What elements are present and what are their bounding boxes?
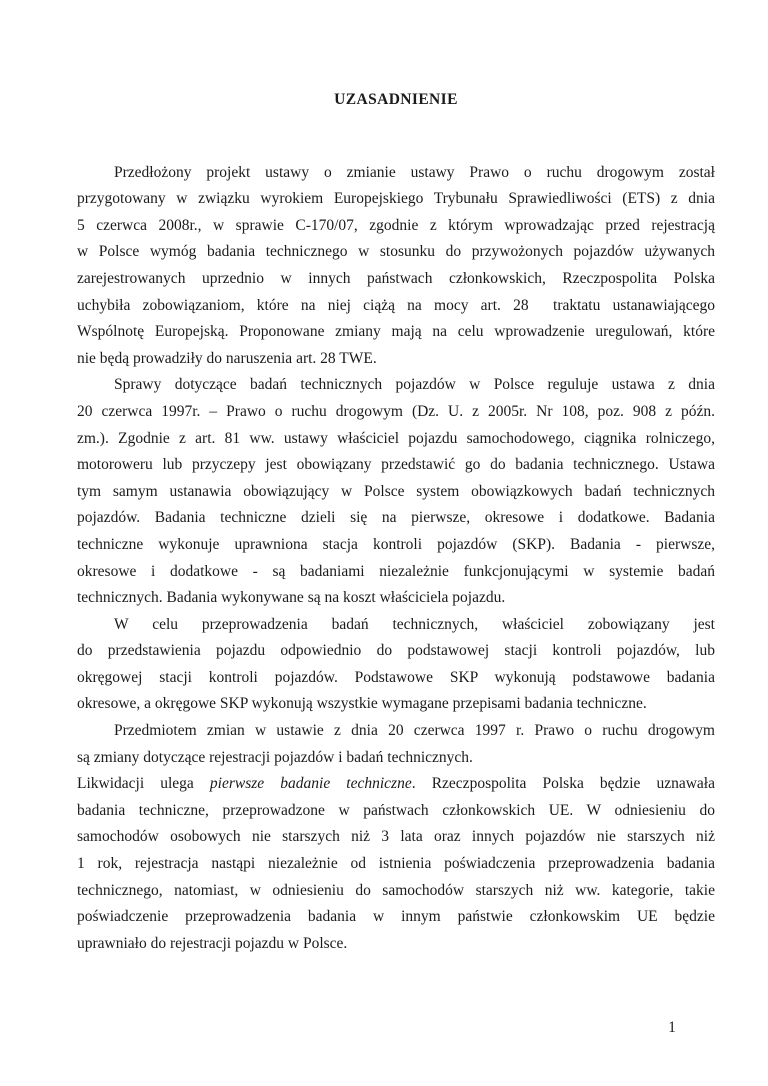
text-line: okresowe i dodatkowe - są badaniami niezależnie funkcjonującymi w systemie badań [77, 562, 715, 580]
text-line: techniczne wykonuje uprawniona stacja kontroli pojazdów (SKP). Badania - pierwsze, [77, 535, 715, 553]
text-line: uchybiła zobowiązaniom, które na niej ciążą na mocy art. 28 traktatu ustanawiającego [77, 296, 715, 314]
page-number: 1 [668, 1019, 676, 1036]
text-line: tym samym ustanawia obowiązujący w Polsce system obowiązkowych badań technicznych [77, 482, 715, 500]
paragraph-2 [77, 372, 715, 611]
text-line: badania techniczne, przeprowadzone w państwach członkowskich UE. W odniesieniu do [77, 801, 715, 819]
text-run: . Rzeczpospolita Polska będzie uznawała [411, 775, 715, 793]
text-line: 5 czerwca 2008r., w sprawie C-170/07, zgodnie z którym wprowadzając przed rejestracją [77, 216, 715, 234]
text-line: do przedstawienia pojazdu odpowiednio do podstawowej stacji kontroli pojazdów, lub [77, 642, 715, 660]
text-line: pojazdów. Badania techniczne dzieli się na pierwsze, okresowe i dodatkowe. Badania [77, 509, 715, 527]
text-line: W celu przeprowadzenia badań technicznych, właściciel zobowiązany jest [114, 615, 715, 633]
text-run: Likwidacji ulega [77, 775, 210, 793]
text-line: są zmiany dotyczące rejestracji pojazdów i badań technicznych. [77, 748, 473, 766]
text-line: przygotowany w związku wyrokiem Europejskiego Trybunału Sprawiedliwości (ETS) z dnia [77, 190, 715, 208]
text-line: zm.). Zgodnie z art. 81 ww. ustawy właściciel pojazdu samochodowego, ciągnika rolniczego, [77, 429, 715, 447]
italic-text-run: pierwsze badanie techniczne [209, 775, 412, 793]
text-line: nie będą prowadziły do naruszenia art. 28 TWE. [77, 349, 377, 367]
text-line: okręgowej stacji kontroli pojazdów. Podstawowe SKP wykonują podstawowe badania [77, 668, 715, 686]
text-line: Przedłożony projekt ustawy o zmianie ustawy Prawo o ruchu drogowym został [114, 163, 715, 181]
text-line: Sprawy dotyczące badań technicznych pojazdów w Polsce reguluje ustawa z dnia [114, 376, 715, 394]
text-line: uprawniało do rejestracji pojazdu w Polsce. [77, 934, 348, 952]
text-line: poświadczenie przeprowadzenia badania w innym państwie członkowskim UE będzie [77, 908, 715, 926]
document-body [77, 87, 715, 957]
paragraph-1 [77, 160, 715, 373]
text-line: zarejestrowanych uprzednio w innych państwach członkowskich, Rzeczpospolita Polska [77, 269, 715, 287]
paragraph-5 [77, 771, 715, 957]
document-title: UZASADNIENIE [334, 91, 458, 108]
paragraph-3 [77, 612, 715, 718]
text-line: 20 czerwca 1997r. – Prawo o ruchu drogowym (Dz. U. z 2005r. Nr 108, poz. 908 z późn. [77, 402, 715, 420]
text-line: 1 rok, rejestracja nastąpi niezależnie od istnienia poświadczenia przeprowadzenia badania [77, 855, 715, 873]
text-line [77, 771, 715, 798]
text-line: samochodów osobowych nie starszych niż 3 lata oraz innych pojazdów nie starszych niż [77, 828, 715, 846]
text-line: motoroweru lub przyczepy jest obowiązany przedstawić go do badania technicznego. Ustawa [77, 456, 715, 474]
text-line: okresowe, a okręgowe SKP wykonują wszystkie wymagane przepisami badania techniczne. [77, 695, 647, 713]
text-line: technicznego, natomiast, w odniesieniu do samochodów starszych niż ww. kategorie, takie [77, 881, 715, 899]
text-line: Wspólnotę Europejską. Proponowane zmiany mają na celu wprowadzenie uregulowań, które [77, 323, 715, 341]
text-line: w Polsce wymóg badania technicznego w stosunku do przywożonych pojazdów używanych [77, 243, 715, 261]
text-line: technicznych. Badania wykonywane są na koszt właściciela pojazdu. [77, 589, 506, 607]
paragraph-4 [77, 718, 715, 771]
text-line: Przedmiotem zmian w ustawie z dnia 20 czerwca 1997 r. Prawo o ruchu drogowym [114, 722, 715, 740]
